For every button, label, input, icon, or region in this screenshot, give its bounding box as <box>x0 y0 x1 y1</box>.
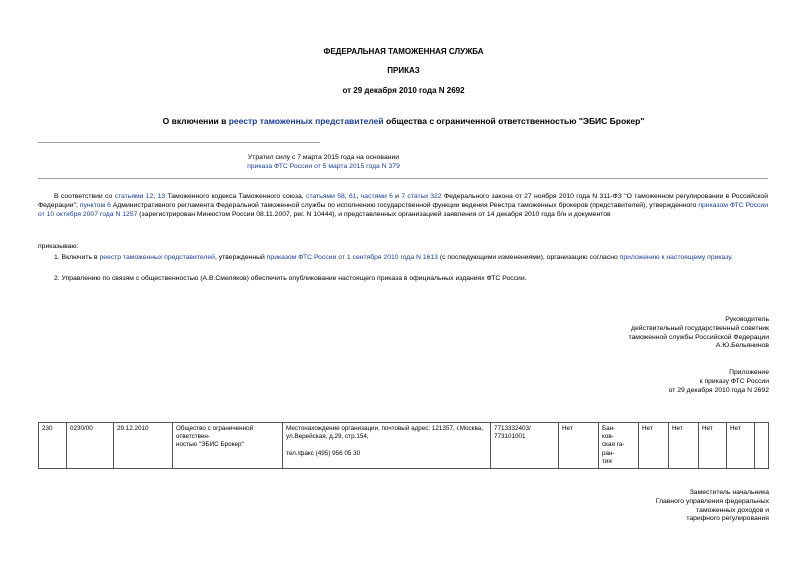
preamble-link[interactable]: статьями 58 <box>306 193 345 200</box>
preamble-link[interactable]: 13 <box>157 193 166 200</box>
item-text: 1. Включить в <box>54 254 100 261</box>
preamble-paragraph <box>38 193 768 219</box>
preamble-text: Таможенного кодекса Таможенного союза, <box>165 193 306 200</box>
title-registry-link[interactable]: реестр таможенных представителей <box>228 116 384 126</box>
preamble-link[interactable]: 61 <box>348 193 357 200</box>
appendix-line: от 29 декабря 2010 года N 2692 <box>668 386 769 394</box>
preamble-link[interactable]: пунктом 6 <box>79 201 111 209</box>
preamble-link[interactable]: 7 статьи 322 <box>401 193 442 200</box>
cell-col7: Нет <box>559 423 599 469</box>
footer-line: Главного управления федеральных <box>655 497 769 505</box>
item-link[interactable]: реестр таможенных представителей <box>99 254 215 261</box>
footer-block <box>656 489 769 524</box>
appendix-block <box>669 369 769 395</box>
cell-col13 <box>755 423 769 469</box>
signature-line: Руководитель <box>725 316 769 323</box>
preamble-link[interactable]: приказом ФТС России от 10 октября 2007 года N 1257 <box>38 201 768 218</box>
item-text: (с последующими изменениями), организацию согласно <box>437 254 620 261</box>
preamble-text: Федерального закона от 27 ноября 2010 года N 311-ФЗ "О таможенном регулировании в Российской Федерации", <box>38 193 769 209</box>
preamble-text: Административного регламента Федеральной таможенной службы по исполнению государственной функции ведения Реестра таможенных брокеров (представителей), утвержденного <box>110 201 699 209</box>
order-item-2: 2. Управлению по связям с общественностью (А.В.Смеляков) обеспечить опубликование настоящего приказа в официальных изданиях ФТС России. <box>54 275 527 282</box>
preamble-text: , <box>356 193 361 200</box>
cell-col11: Нет <box>699 423 727 469</box>
cell-guarantee: Бан- ков- ская га- ран- тия <box>599 423 639 469</box>
signature-block <box>628 316 769 351</box>
cell-address: Местонахождение организации, почтовый адрес: 121357, г.Москва, ул.Верейская, д.29, стр.154, тел./факс (495) 956 05 30 <box>283 423 491 469</box>
cell-date: 29.12.2010 <box>114 423 173 469</box>
preamble-link[interactable]: частями 6 <box>360 193 393 200</box>
preamble-text: , <box>344 193 349 200</box>
status-link[interactable]: приказа ФТС России от 5 марта 2015 года N 379 <box>247 162 400 170</box>
signature-line: А.Ю.Бельянинов <box>715 342 769 350</box>
agency-name: ФЕДЕРАЛЬНАЯ ТАМОЖЕННАЯ СЛУЖБА <box>323 47 484 56</box>
cell-col10: Нет <box>669 423 699 469</box>
item-text: , утвержденный <box>214 254 267 261</box>
title-post: общества с ограниченной ответственностью "ЭБИС Брокер" <box>383 116 645 126</box>
document-type: ПРИКАЗ <box>387 66 420 75</box>
cell-number: 230 <box>39 423 67 469</box>
footer-line: таможенных доходов и <box>696 506 769 514</box>
item-link[interactable]: приложению к настоящему приказу <box>619 254 731 261</box>
cell-col9: Нет <box>639 423 669 469</box>
registry-table <box>38 422 769 469</box>
preamble-text: (зарегистрирован Минюстом России 08.11.2007, рег. N 10444), и представленных организацией заявления от 14 декабря 2010 года б/н и документов <box>137 210 611 218</box>
signature-line: таможенной службы Российской Федерации <box>628 333 769 341</box>
cell-col12: Нет <box>727 423 755 469</box>
order-word: приказываю: <box>38 243 79 250</box>
status-note <box>200 154 447 172</box>
footer-line: тарифного регулирования <box>686 515 769 523</box>
appendix-line: к приказу ФТС России <box>699 377 769 385</box>
cell-inn-kpp: 7713332403/ 773101001 <box>491 423 559 469</box>
cell-organization-name: Общество с ограниченной ответствен- ностью "ЭБИС Брокер" <box>173 423 283 469</box>
preamble-link[interactable]: статьями 12 <box>114 193 154 200</box>
table-row <box>39 423 769 469</box>
document-title <box>0 116 807 127</box>
document-date: от 29 декабря 2010 года N 2692 <box>342 86 465 95</box>
appendix-line: Приложение <box>729 369 769 376</box>
item-text: . <box>731 254 733 261</box>
footer-line: Заместитель начальника <box>689 489 769 496</box>
order-item-1 <box>38 254 768 263</box>
title-pre: О включении в <box>162 116 229 126</box>
status-divider <box>38 178 768 179</box>
item-link[interactable]: приказом ФТС России от 1 сентября 2010 года N 1613 <box>266 254 438 261</box>
status-line: Утратил силу с 7 марта 2015 года на основании <box>247 154 400 161</box>
top-divider <box>38 142 320 143</box>
preamble-text: и <box>392 193 402 200</box>
preamble-text: В соответствии со <box>54 193 115 200</box>
preamble-text: , <box>153 193 158 200</box>
signature-line: действительный государственный советник <box>631 324 769 332</box>
cell-registration-number: 0230/00 <box>67 423 114 469</box>
